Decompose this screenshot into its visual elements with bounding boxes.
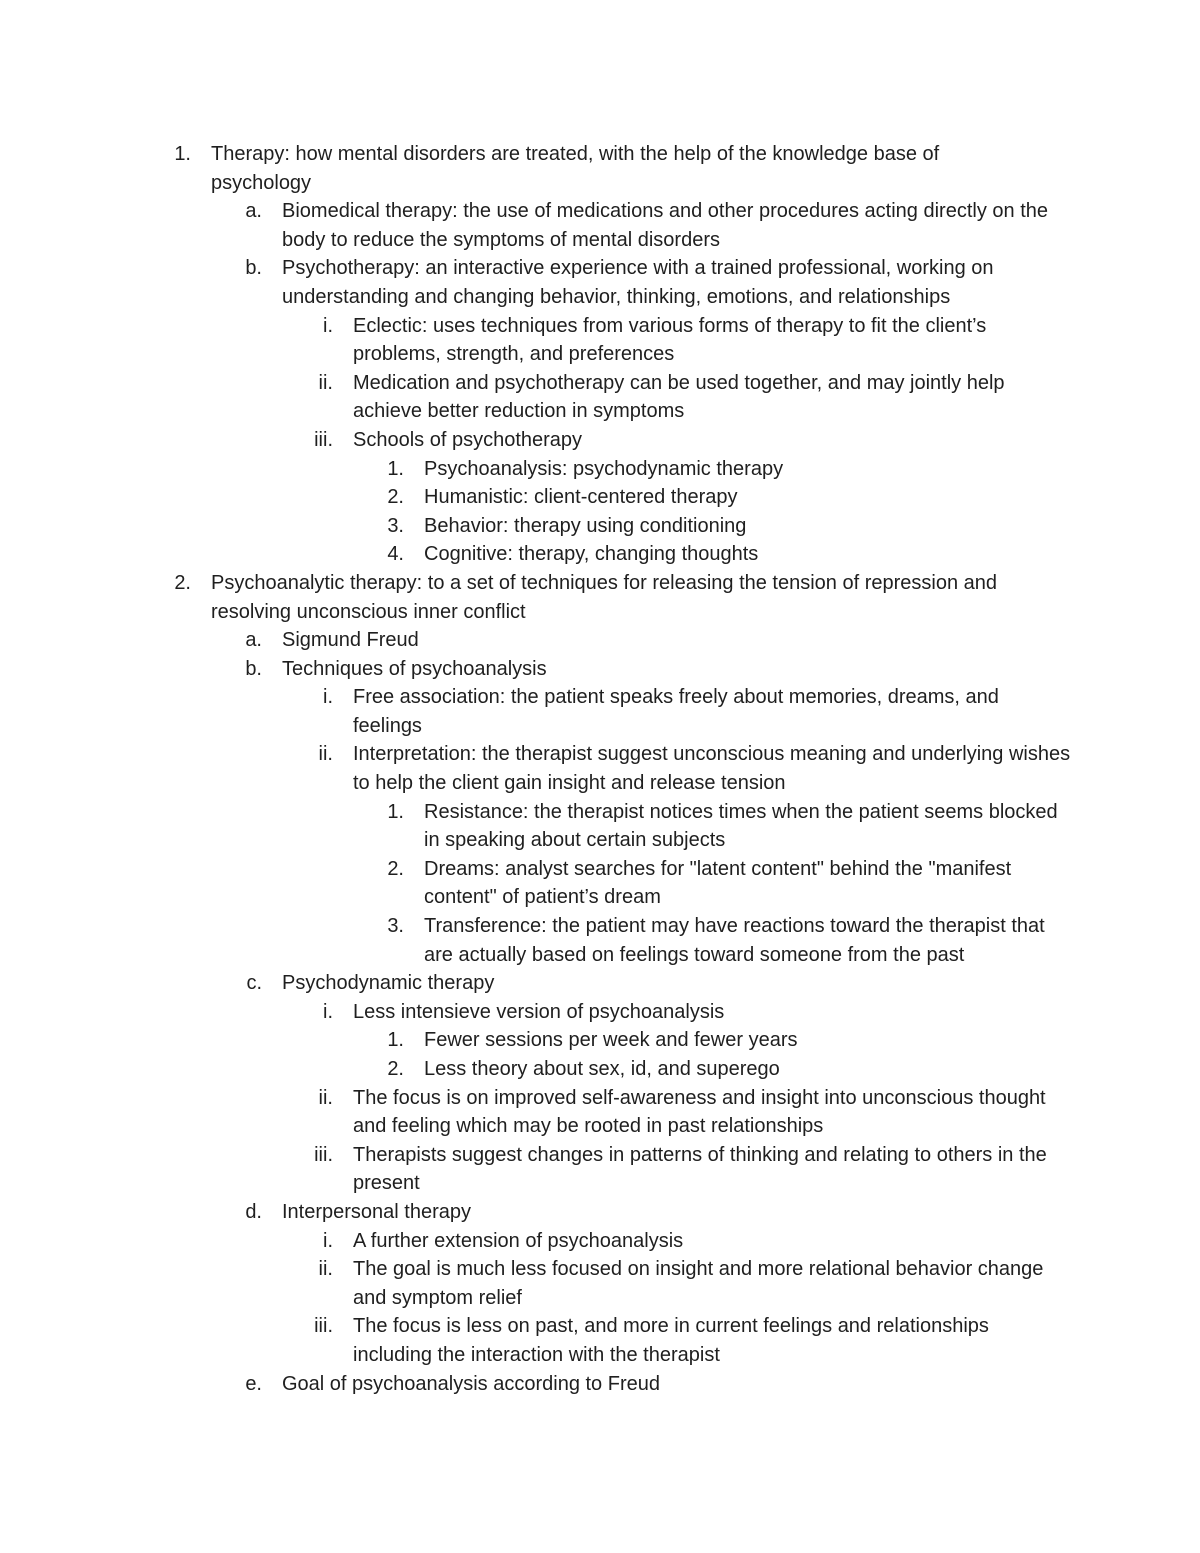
list-item — [245, 626, 1062, 655]
list-item — [323, 998, 1073, 1027]
list-item-text: A further extension of psychoanalysis — [353, 1229, 684, 1252]
list-item-text: Humanistic: client-centered therapy — [424, 486, 738, 509]
list-item — [318, 1084, 1073, 1141]
list-item-text: Free association: the patient speaks freely about memories, dreams, and feelings — [353, 686, 999, 737]
list-marker: c. — [246, 972, 262, 995]
list-item — [323, 312, 1073, 369]
list-item — [246, 969, 1062, 998]
list-marker: 2. — [387, 857, 404, 880]
list-item-text: Psychodynamic therapy — [282, 972, 495, 995]
list-item-text: Techniques of psychoanalysis — [282, 657, 547, 680]
list-item — [314, 1312, 1073, 1369]
list-item — [323, 683, 1073, 740]
list-item-text: Medication and psychotherapy can be used together, and may jointly help achieve better reduction in symptoms — [353, 371, 1005, 423]
list-marker: 1. — [387, 800, 404, 823]
list-marker: iii. — [314, 1315, 333, 1338]
list-marker: e. — [245, 1372, 262, 1395]
list-marker: i. — [323, 1229, 333, 1252]
list-marker: i. — [323, 686, 333, 709]
list-item-text: Interpersonal therapy — [282, 1200, 472, 1223]
list-item — [245, 254, 1062, 311]
list-marker: ii. — [318, 743, 333, 766]
list-marker: 4. — [387, 543, 404, 566]
list-item — [245, 197, 1062, 254]
list-marker: d. — [245, 1200, 262, 1223]
list-marker: iii. — [314, 1143, 333, 1166]
list-item-text: Therapy: how mental disorders are treated, with the help of the knowledge base of psychology — [211, 143, 940, 194]
list-marker: b. — [245, 257, 262, 280]
list-item — [387, 512, 1074, 541]
list-item-text: Psychoanalytic therapy: to a set of techniques for releasing the tension of repression and resolving unconscious inner conflict — [211, 571, 998, 623]
list-item — [387, 1055, 1074, 1084]
list-marker: 2. — [174, 571, 191, 594]
list-marker: 2. — [387, 1058, 404, 1080]
list-item-text: The focus is less on past, and more in current feelings and relationships including the interaction with the therapist — [353, 1315, 989, 1366]
list-item-text: Fewer sessions per week and fewer years — [424, 1029, 798, 1052]
list-item — [387, 912, 1074, 969]
list-item-text: Transference: the patient may have reactions toward the therapist that are actually based on feelings toward someone from the past — [424, 915, 1045, 966]
list-item-text: Schools of psychotherapy — [353, 428, 583, 451]
list-item — [387, 540, 1074, 569]
list-item-text: Behavior: therapy using conditioning — [424, 514, 747, 537]
outline-list — [0, 140, 1200, 1398]
list-item — [387, 1026, 1074, 1055]
list-marker: 1. — [387, 1029, 404, 1052]
list-marker: i. — [323, 1000, 333, 1023]
list-item-text: Resistance: the therapist notices times when the patient seems blocked in speaking about certain subjects — [424, 800, 1058, 852]
list-marker: a. — [245, 629, 262, 652]
list-item-text: Cognitive: therapy, changing thoughts — [424, 543, 759, 566]
list-item-text: Interpretation: the therapist suggest unconscious meaning and underlying wishes to help the client gain insight and release tension — [353, 743, 1071, 795]
list-item — [174, 569, 1031, 626]
list-item — [387, 455, 1074, 484]
list-item-text: Less theory about sex, id, and superego — [424, 1058, 780, 1080]
list-item-text: Goal of psychoanalysis according to Freud — [282, 1372, 660, 1395]
list-marker: i. — [323, 314, 333, 337]
list-marker: 1. — [387, 457, 404, 480]
list-item-text: Dreams: analyst searches for "latent content" behind the "manifest content" of patient’s dream — [424, 857, 1012, 909]
list-item — [174, 140, 1031, 197]
list-marker: ii. — [318, 371, 333, 394]
list-item — [387, 483, 1074, 512]
list-item — [387, 798, 1074, 855]
list-item-text: The goal is much less focused on insight and more relational behavior change and symptom relief — [353, 1258, 1044, 1309]
list-item — [323, 1227, 1073, 1256]
list-item-text: Psychotherapy: an interactive experience with a trained professional, working on understanding and changing behavior, thinking, emotions, and relationships — [282, 257, 994, 308]
list-marker: 1. — [174, 143, 191, 165]
list-marker: a. — [245, 200, 262, 223]
list-marker: 3. — [387, 514, 404, 537]
list-item-text: The focus is on improved self-awareness and insight into unconscious thought and feeling which may be rooted in past relationships — [353, 1086, 1046, 1138]
list-item-text: Eclectic: uses techniques from various forms of therapy to fit the client’s problems, strength, and preferences — [353, 314, 987, 366]
list-item — [245, 655, 1062, 684]
list-marker: ii. — [318, 1086, 333, 1109]
list-item — [318, 369, 1073, 426]
list-marker: iii. — [314, 428, 333, 451]
list-item-text: Less intensieve version of psychoanalysis — [353, 1000, 725, 1023]
list-item — [245, 1370, 1062, 1399]
list-marker: 3. — [387, 915, 404, 938]
list-marker: b. — [245, 657, 262, 680]
list-item-text: Biomedical therapy: the use of medications and other procedures acting directly on the body to reduce the symptoms of mental disorders — [282, 200, 1048, 251]
list-item — [245, 1198, 1062, 1227]
list-marker: 2. — [387, 486, 404, 509]
list-item — [318, 740, 1073, 797]
list-item-text: Sigmund Freud — [282, 629, 419, 652]
list-item — [387, 855, 1074, 912]
list-item — [318, 1255, 1073, 1312]
list-item — [314, 1141, 1073, 1198]
list-item — [314, 426, 1073, 455]
list-item-text: Therapists suggest changes in patterns of thinking and relating to others in the present — [353, 1143, 1047, 1195]
list-marker: ii. — [318, 1258, 333, 1281]
list-item-text: Psychoanalysis: psychodynamic therapy — [424, 457, 784, 480]
